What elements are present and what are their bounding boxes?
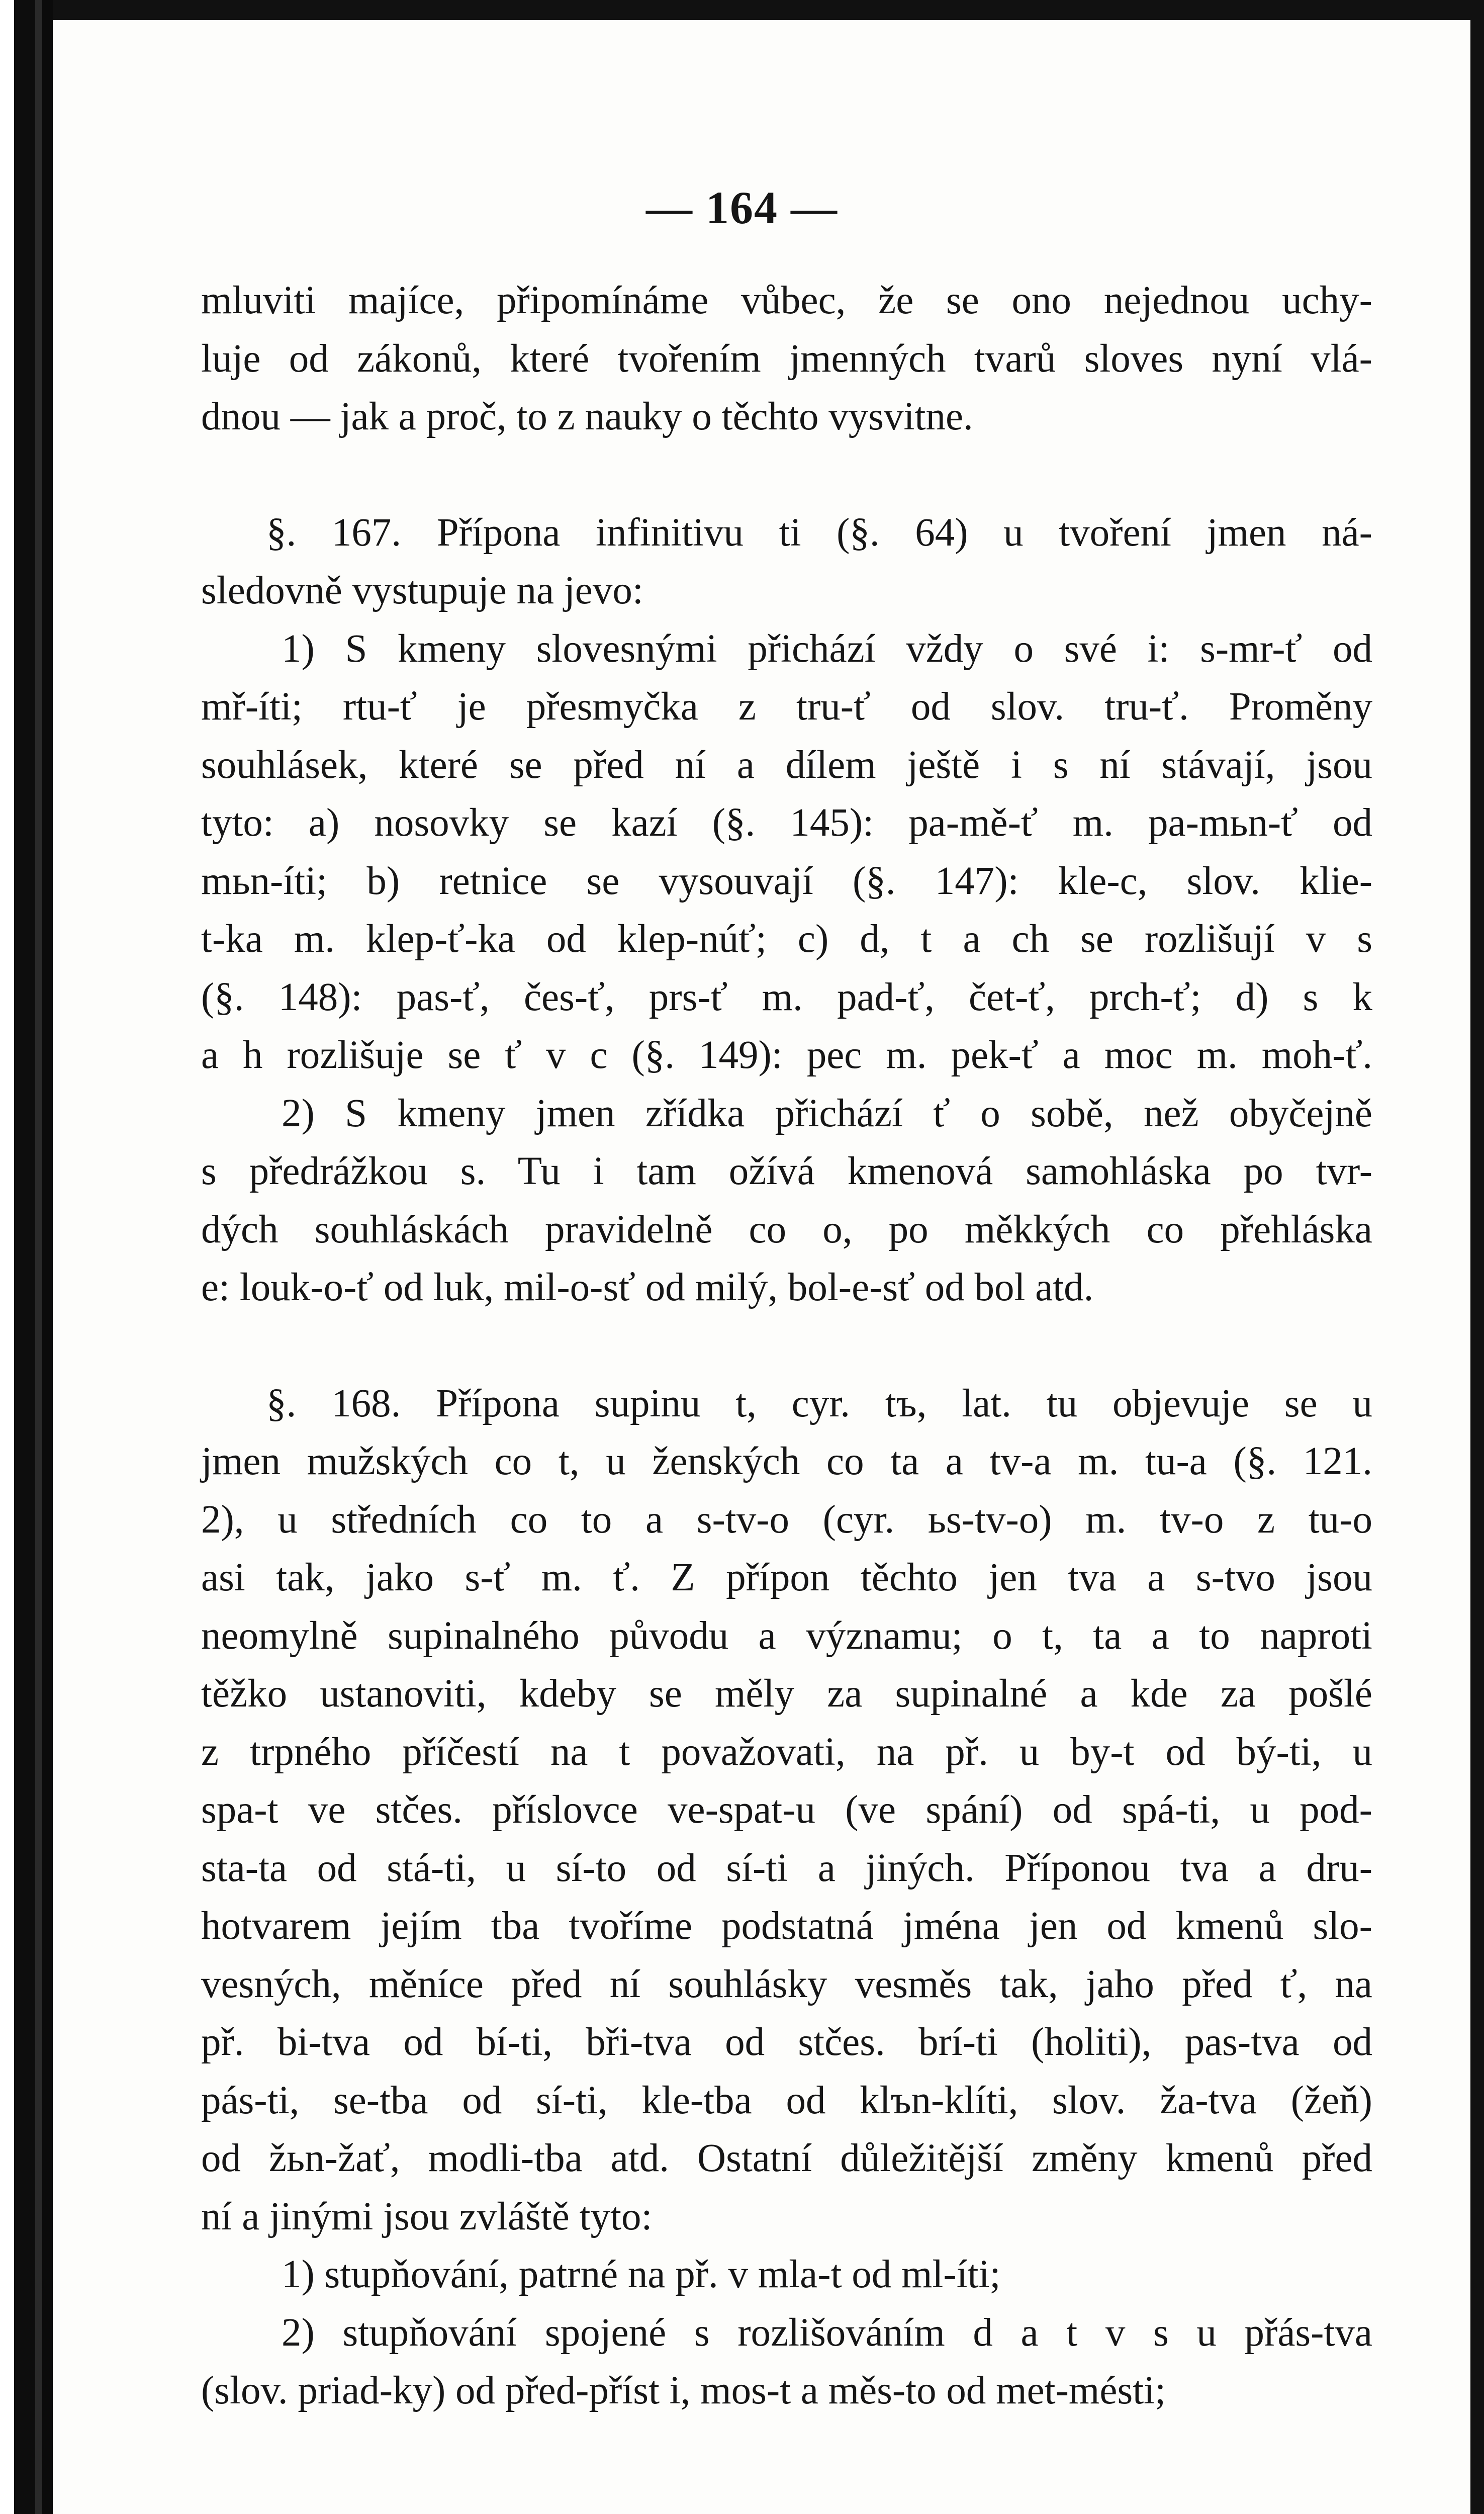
text-line: (slov. priad-ky) od před-příst i, mos-t a měs-to od met-mésti; [201, 2369, 1166, 2412]
text-line: s předrážkou s. Tu i tam ožívá kmenová samohláska po tvr- [201, 1149, 1372, 1193]
text-line: asi tak, jako s-ť m. ť. Z přípon těchto jen tva a s-tvo jsou [201, 1556, 1372, 1599]
text-line: z trpného příčestí na t považovati, na př. u by-t od bý-ti, u [201, 1730, 1372, 1774]
text-line: mluviti majíce, připomínáme vůbec, že se ono nejednou uchy- [201, 279, 1372, 322]
text-line: dých souhláskách pravidelně co o, po měkkých co přehláska [201, 1207, 1372, 1251]
text-line: př. bi-tva od bí-ti, bři-tva od stčes. brí-ti (holiti), pas-tva od [201, 2020, 1372, 2064]
binding-edge [0, 0, 53, 2514]
text-line: e: louk-o-ť od luk, mil-o-sť od milý, bol-e-sť od bol atd. [201, 1266, 1094, 1309]
text-line: spa-t ve stčes. příslovce ve-spat-u (ve spání) od spá-ti, u pod- [201, 1788, 1372, 1832]
text-line: dnou — jak a proč, to z nauky o těchto vysvitne. [201, 395, 973, 438]
page-number: — 164 — [646, 182, 838, 233]
text-line: vesných, měníce před ní souhlásky vesměs tak, jaho před ť, na [201, 1962, 1372, 2006]
text-line: mř-íti; rtu-ť je přesmyčka z tru-ť od slov. tru-ť. Proměny [201, 685, 1372, 729]
text-line: a h rozlišuje se ť v c (§. 149): pec m. pek-ť a moc m. moh-ť. [201, 1033, 1372, 1077]
text-line: tyto: a) nosovky se kazí (§. 145): pa-mě-ť m. pa-mьn-ť od [201, 801, 1372, 845]
text-line: souhlásek, které se před ní a dílem ještě i s ní stávají, jsou [201, 743, 1372, 787]
text-line: t-ka m. klep-ť-ka od klep-núť; c) d, t a ch se rozlišují v s [201, 917, 1372, 961]
text-line: pás-ti, se-tba od sí-ti, kle-tba od klъn-klíti, slov. ža-tva (žeň) [201, 2078, 1372, 2122]
text-line: sta-ta od stá-ti, u sí-to od sí-ti a jiných. Příponou tva a dru- [201, 1846, 1372, 1890]
text-line: (§. 148): pas-ť, čes-ť, prs-ť m. pad-ť, čet-ť, prch-ť; d) s k [201, 975, 1372, 1019]
text-line: jmen mužských co t, u ženských co ta a tv-a m. tu-a (§. 121. [201, 1440, 1372, 1483]
text-line: těžko ustanoviti, kdeby se měly za supinalné a kde za pošlé [201, 1672, 1372, 1716]
section-heading-line: §. 168. Přípona supinu t, cyr. tъ, lat. tu objevuje se u [266, 1381, 1372, 1425]
text-line: luje od zákonů, které tvořením jmenných tvarů sloves nyní vlá- [201, 336, 1372, 381]
text-line: neomylně supinalného původu a významu; o t, ta a to naproti [201, 1613, 1372, 1658]
section-heading-line: §. 167. Přípona infinitivu ti (§. 64) u tvoření jmen ná- [266, 510, 1372, 555]
text-line: od žьn-žať, modli-tba atd. Ostatní důležitější změny kmenů před [201, 2136, 1372, 2180]
text-line: 2), u středních co to a s-tv-o (cyr. ьs-tv-o) m. tv-o z tu-o [201, 1497, 1372, 1542]
text-line: 2) stupňování spojené s rozlišováním d a t v s u přás-tva [282, 2310, 1372, 2355]
text-line: mьn-íti; b) retnice se vysouvají (§. 147): kle-c, slov. klie- [201, 859, 1372, 903]
text-line: sledovně vystupuje na jevo: [201, 569, 643, 612]
text-line: hotvarem jejím tba tvoříme podstatná jména jen od kmenů slo- [201, 1904, 1372, 1948]
text-line: 1) stupňování, patrné na př. v mla-t od ml-íti; [282, 2253, 1001, 2296]
text-line: 1) S kmeny slovesnými přichází vždy o své i: s-mr-ť od [282, 626, 1372, 671]
paragraph-gap [201, 1317, 1372, 1375]
page-text [201, 272, 1372, 2420]
paragraph-gap [201, 446, 1372, 504]
text-line: 2) S kmeny jmen zřídka přichází ť o sobě, než obyčejně [282, 1091, 1372, 1135]
text-line: ní a jinými jsou zvláště tyto: [201, 2194, 653, 2238]
